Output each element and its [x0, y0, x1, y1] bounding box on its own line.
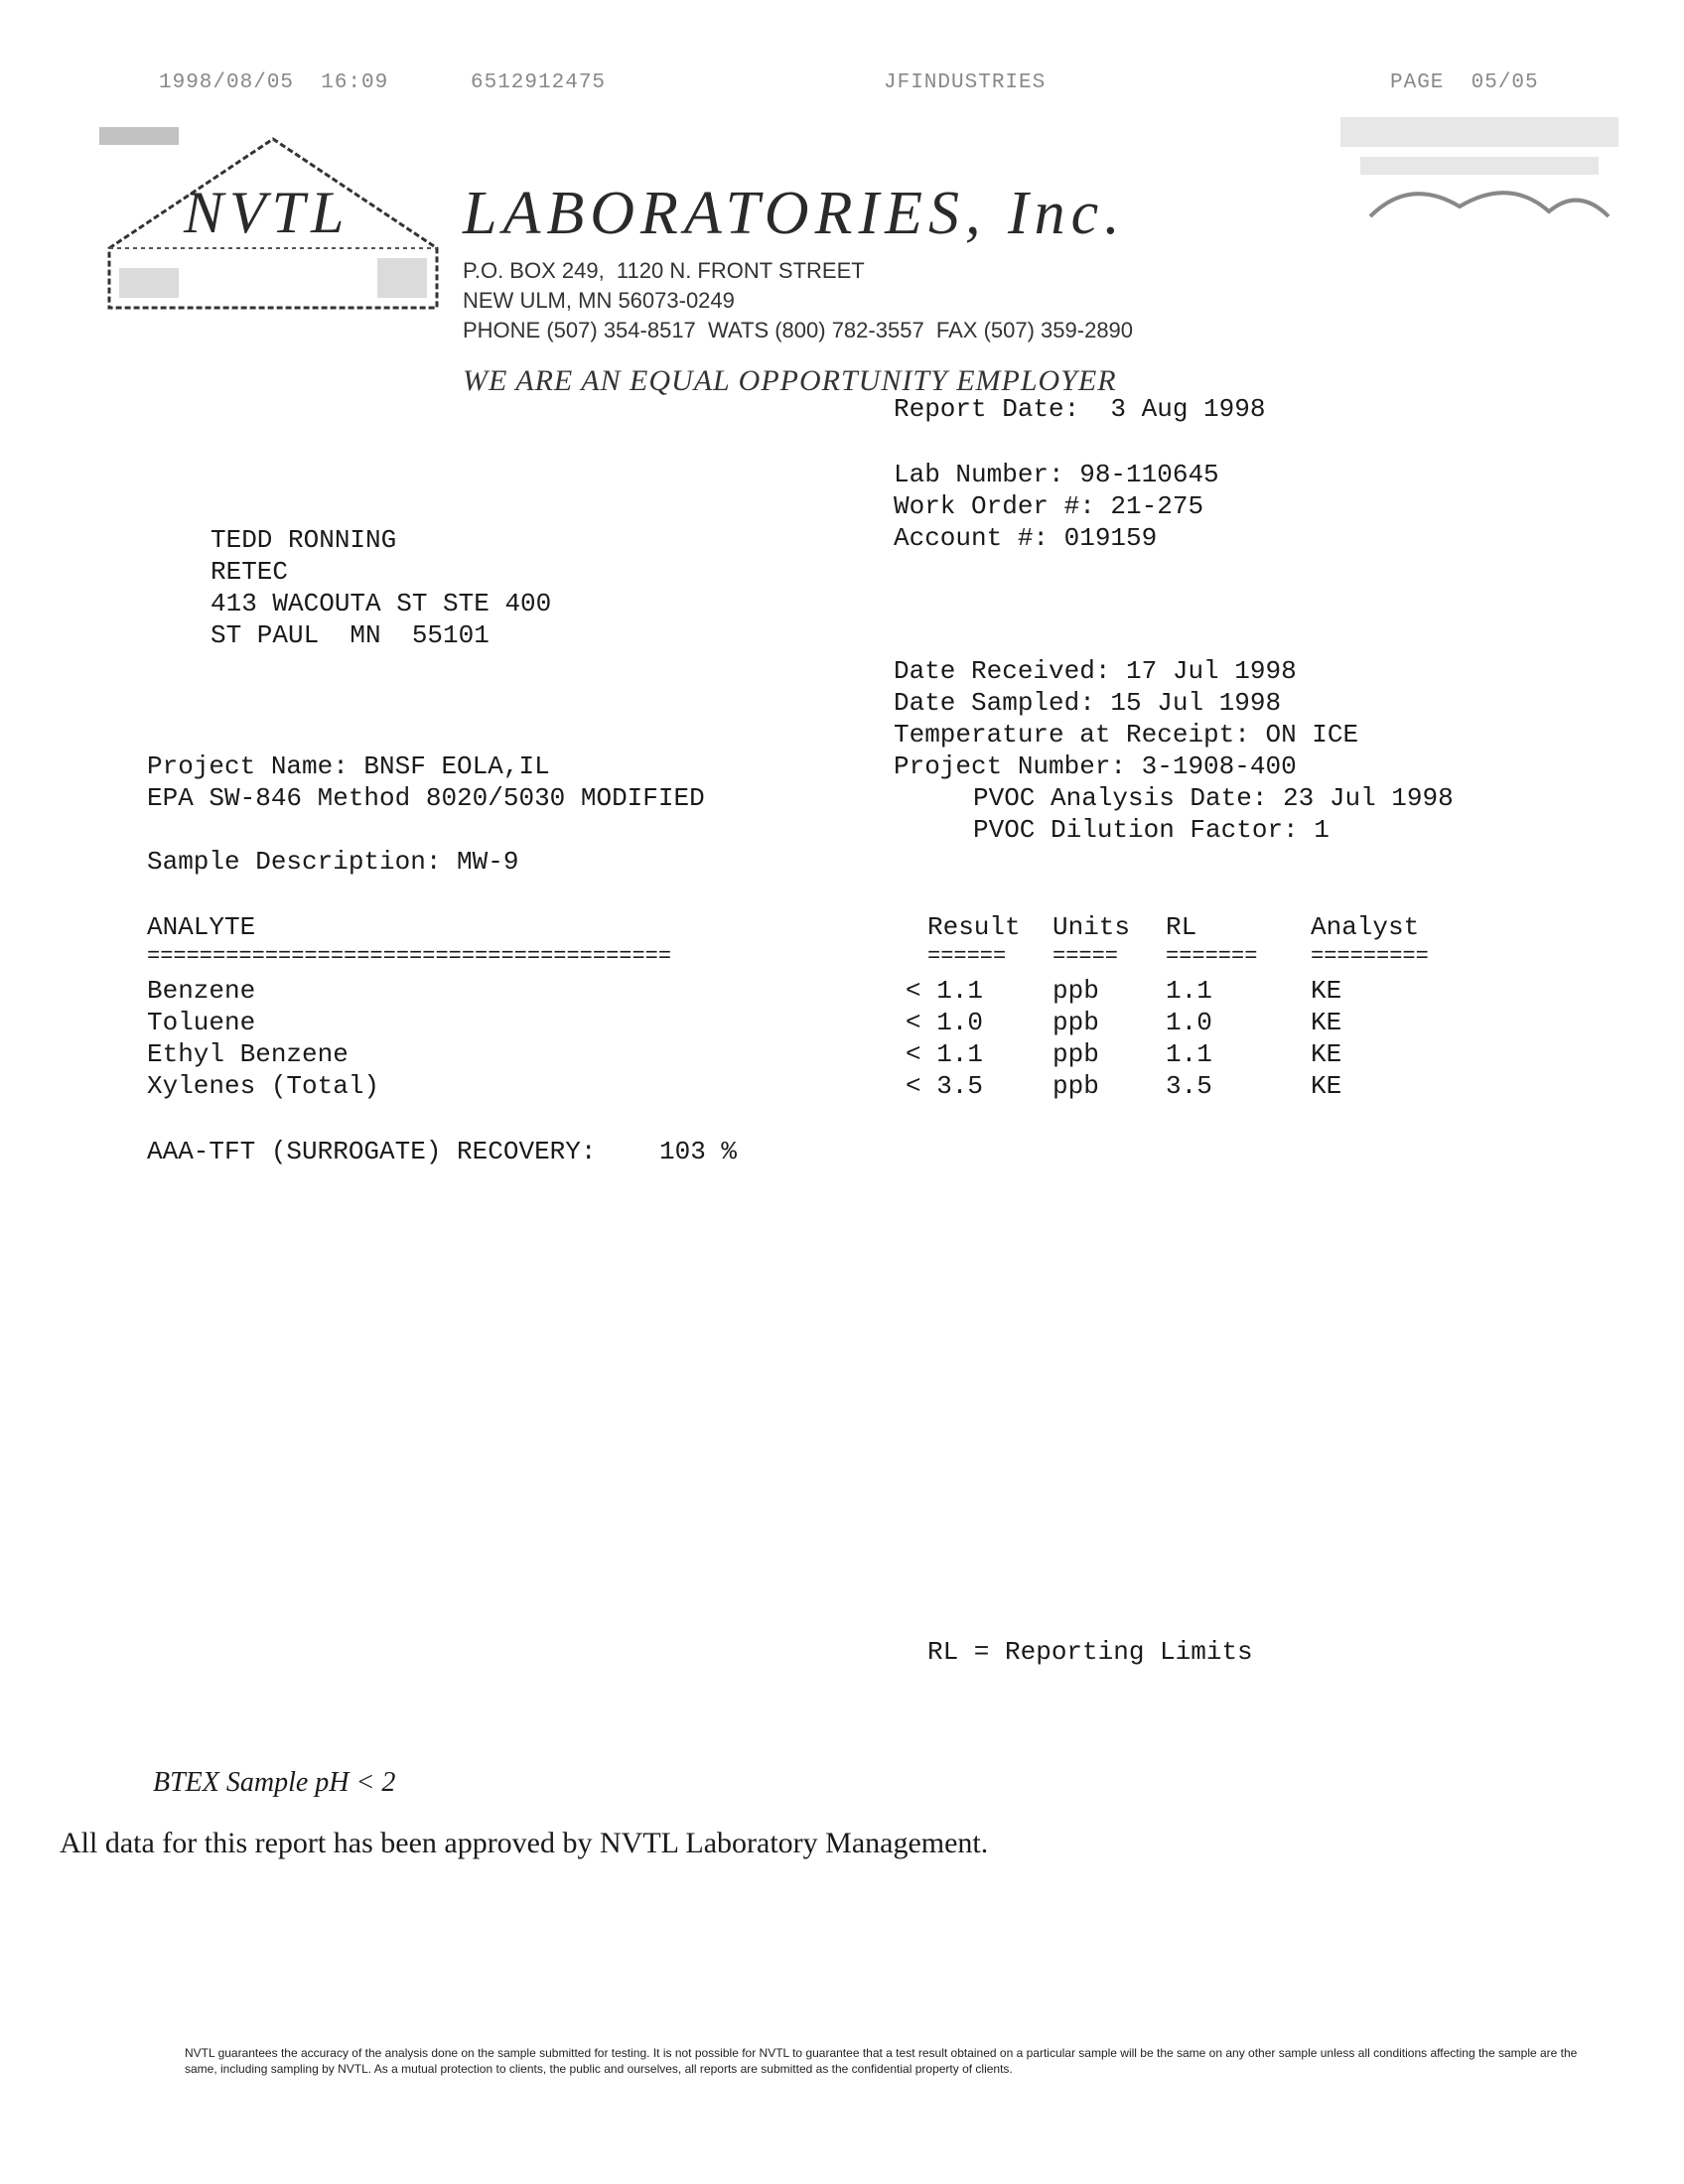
fax-timestamp: 1998/08/05 16:09: [159, 71, 389, 94]
recipient-street: 413 WACOUTA ST STE 400: [210, 589, 552, 618]
project-name: Project Name: BNSF EOLA,IL: [147, 751, 550, 781]
result-value: < 1.1: [906, 976, 984, 1006]
pvoc-dilution-factor: PVOC Dilution Factor: 1: [973, 815, 1330, 845]
separator-rl: =======: [1166, 944, 1258, 969]
analyte-name: Ethyl Benzene: [147, 1039, 349, 1069]
analyst-value: KE: [1311, 976, 1342, 1006]
accreditation-seal: [1331, 107, 1628, 246]
analyst-value: KE: [1311, 1071, 1342, 1101]
header-analyte: ANALYTE: [147, 912, 256, 942]
account-number: Account #: 019159: [894, 523, 1158, 553]
header-rl: RL: [1166, 912, 1197, 942]
result-value: < 3.5: [906, 1071, 984, 1101]
address-line-1: P.O. BOX 249, 1120 N. FRONT STREET: [463, 258, 865, 283]
address-line-2: NEW ULM, MN 56073-0249: [463, 288, 735, 313]
project-number: Project Number: 3-1908-400: [894, 751, 1297, 781]
lab-number: Lab Number: 98-110645: [894, 460, 1219, 489]
recipient-company: RETEC: [210, 557, 289, 587]
work-order: Work Order #: 21-275: [894, 491, 1204, 521]
logo-text: NVTL: [184, 180, 351, 245]
separator-analyte: ========================================: [147, 944, 672, 969]
eeo-statement: WE ARE AN EQUAL OPPORTUNITY EMPLOYER: [463, 364, 1117, 397]
units-value: ppb: [1052, 1039, 1099, 1069]
separator-analyst: =========: [1311, 944, 1429, 969]
separator-result: ======: [927, 944, 1007, 969]
fax-number: 6512912475: [471, 71, 607, 94]
pvoc-analysis-date: PVOC Analysis Date: 23 Jul 1998: [973, 783, 1454, 813]
recipient-name: TEDD RONNING: [210, 525, 397, 555]
temperature-at-receipt: Temperature at Receipt: ON ICE: [894, 720, 1359, 750]
report-date: Report Date: 3 Aug 1998: [894, 394, 1266, 424]
company-name: LABORATORIES, Inc.: [463, 180, 1126, 247]
rl-value: 3.5: [1166, 1071, 1212, 1101]
analyte-name: Xylenes (Total): [147, 1071, 380, 1101]
analyst-value: KE: [1311, 1039, 1342, 1069]
surrogate-label: AAA-TFT (SURROGATE) RECOVERY:: [147, 1137, 597, 1166]
result-value: < 1.1: [906, 1039, 984, 1069]
date-sampled: Date Sampled: 15 Jul 1998: [894, 688, 1282, 718]
phone-line: PHONE (507) 354-8517 WATS (800) 782-3557 FAX (507) 359-2890: [463, 318, 1134, 342]
rl-value: 1.1: [1166, 976, 1212, 1006]
recipient-city: ST PAUL MN 55101: [210, 620, 490, 650]
separator-units: =====: [1052, 944, 1119, 969]
surrogate-value: 103 %: [659, 1137, 738, 1166]
header-units: Units: [1052, 912, 1131, 942]
approval-statement: All data for this report has been approved by NVTL Laboratory Management.: [60, 1827, 989, 1859]
header-result: Result: [927, 912, 1021, 942]
btex-note: BTEX Sample pH < 2: [153, 1767, 396, 1798]
header-analyst: Analyst: [1311, 912, 1420, 942]
analyte-name: Toluene: [147, 1008, 256, 1037]
units-value: ppb: [1052, 976, 1099, 1006]
fax-sender: JFINDUSTRIES: [884, 71, 1047, 94]
analyst-value: KE: [1311, 1008, 1342, 1037]
result-value: < 1.0: [906, 1008, 984, 1037]
sample-description: Sample Description: MW-9: [147, 847, 519, 877]
analyte-name: Benzene: [147, 976, 256, 1006]
units-value: ppb: [1052, 1071, 1099, 1101]
footer-disclaimer: NVTL guarantees the accuracy of the analysis done on the sample submitted for testing. It is not possible for NVTL to guarantee that a test result obtained on a particular sample will be the same on any other sample unless all conditions affecting the sample are the same, including sampling by NVTL. As a mutual protection to clients, the public and ourselves, all reports are submitted as the confidential property of clients.: [185, 2046, 1578, 2076]
rl-value: 1.1: [1166, 1039, 1212, 1069]
date-received: Date Received: 17 Jul 1998: [894, 656, 1297, 686]
rl-note: RL = Reporting Limits: [927, 1637, 1253, 1667]
fax-page: PAGE 05/05: [1390, 71, 1539, 94]
test-method: EPA SW-846 Method 8020/5030 MODIFIED: [147, 783, 705, 813]
units-value: ppb: [1052, 1008, 1099, 1037]
rl-value: 1.0: [1166, 1008, 1212, 1037]
